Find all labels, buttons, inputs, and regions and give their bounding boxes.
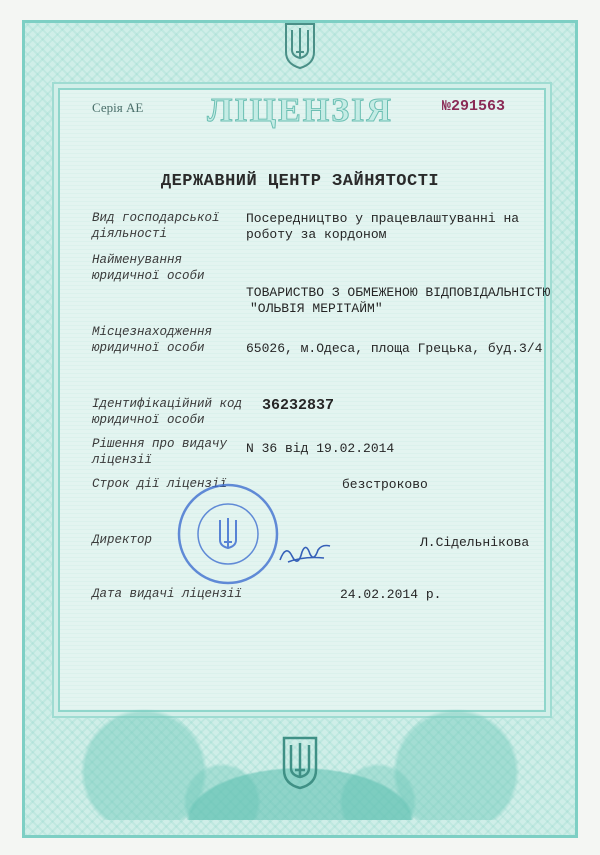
entity-label-line2: юридичної особи xyxy=(92,269,205,283)
director-label: Директор xyxy=(92,533,153,547)
document-title: ЛІЦЕНЗІЯ xyxy=(207,92,393,129)
entity-value-line1: ТОВАРИСТВО З ОБМЕЖЕНОЮ ВІДПОВІДАЛЬНІСТЮ xyxy=(246,285,551,300)
issue-date-label: Дата видачі ліцензії xyxy=(92,587,243,601)
term-label: Строк дії ліцензії xyxy=(92,477,228,491)
director-name: Л.Сідельнікова xyxy=(420,535,530,550)
entity-label-line1: Найменування xyxy=(92,253,183,267)
activity-label-line2: діяльності xyxy=(92,227,168,241)
license-number: №291563 xyxy=(442,98,506,115)
issue-date-value: 24.02.2014 р. xyxy=(340,587,442,602)
location-label-line1: Місцезнаходження xyxy=(92,325,213,339)
director-signature xyxy=(278,536,334,568)
issuing-authority: ДЕРЖАВНИЙ ЦЕНТР ЗАЙНЯТОСТІ xyxy=(160,172,440,191)
entity-value-line2: "ОЛЬВІЯ МЕРІТАЙМ" xyxy=(250,301,383,316)
id-code-value: 36232837 xyxy=(262,397,335,414)
location-label-line2: юридичної особи xyxy=(92,341,205,355)
activity-label-line1: Вид господарської xyxy=(92,211,220,225)
coat-of-arms-bottom-icon xyxy=(280,736,320,790)
id-code-label-line2: юридичної особи xyxy=(92,413,205,427)
term-value: безстроково xyxy=(342,477,428,492)
decision-label-line1: Рішення про видачу xyxy=(92,437,228,451)
id-code-label-line1: Ідентифікаційний код xyxy=(92,397,243,411)
series-label: Серія АЕ xyxy=(92,100,144,115)
official-stamp xyxy=(176,482,280,586)
coat-of-arms-icon xyxy=(282,22,318,70)
activity-value-line1: Посередництво у працевлаштуванні на xyxy=(246,211,520,226)
decision-value: N 36 від 19.02.2014 xyxy=(246,441,395,456)
activity-value-line2: роботу за кордоном xyxy=(246,227,387,242)
decision-label-line2: ліцензії xyxy=(92,453,153,467)
location-value: 65026, м.Одеса, площа Грецька, буд.3/4 xyxy=(246,341,543,356)
